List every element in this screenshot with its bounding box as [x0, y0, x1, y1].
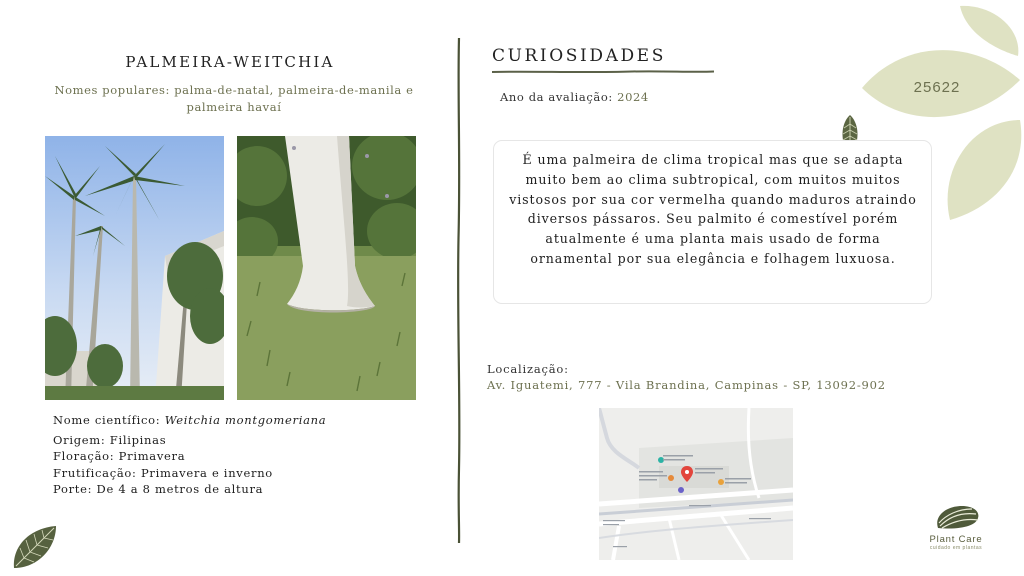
scientific-name-label: Nome científico:: [53, 413, 161, 427]
year-label: Ano da avaliação:: [500, 90, 613, 104]
plant-facts: [53, 412, 326, 498]
scientific-name-row: [53, 412, 326, 429]
brand-logo: [916, 502, 996, 551]
description-text: É uma palmeira de clima tropical mas que se adapta muito bem ao clima subtropical, com muitos muitos vistosos por sua cor vermelha quando maduros atraindo diversos pássaros. Seu palmito é comestível porém atualmente é uma planta mais usado de forma ornamental por sua elegância e folhagem luxuosa.: [509, 152, 917, 266]
size: Porte: De 4 a 8 metros de altura: [53, 482, 264, 496]
location-address[interactable]: Av. Iguatemi, 777 - Vila Brandina, Campinas - SP, 13092-902: [487, 378, 886, 392]
flowering: Floração: Primavera: [53, 449, 186, 463]
popular-names: Nomes populares: palma-de-natal, palmeira-de-manila e palmeira havaí: [54, 83, 414, 114]
palm-trunk-photo: [237, 136, 416, 400]
scientific-name: Weitchia montgomeriana: [164, 413, 327, 427]
location-map[interactable]: [599, 408, 793, 560]
origin: Origem: Filipinas: [53, 432, 167, 447]
brand-tagline: cuidado em plantas: [929, 545, 983, 551]
palm-trees-photo: [45, 136, 224, 400]
plant-title: PALMEIRA-WEITCHIA: [125, 53, 335, 71]
curiosities-title: CURIOSIDADES: [492, 46, 666, 66]
location-label: Localização:: [487, 362, 569, 376]
palm-leaf-icon: [10, 522, 60, 572]
fruiting: Frutificação: Primavera e inverno: [53, 465, 273, 480]
title-underline: [492, 68, 714, 76]
column-divider: [456, 38, 462, 543]
evaluation-id: 25622: [913, 79, 961, 96]
brand-logo-icon: [930, 502, 982, 532]
evaluation-year: [500, 90, 649, 104]
brand-name: Plant Care: [929, 534, 983, 545]
year-value: 2024: [617, 90, 649, 104]
